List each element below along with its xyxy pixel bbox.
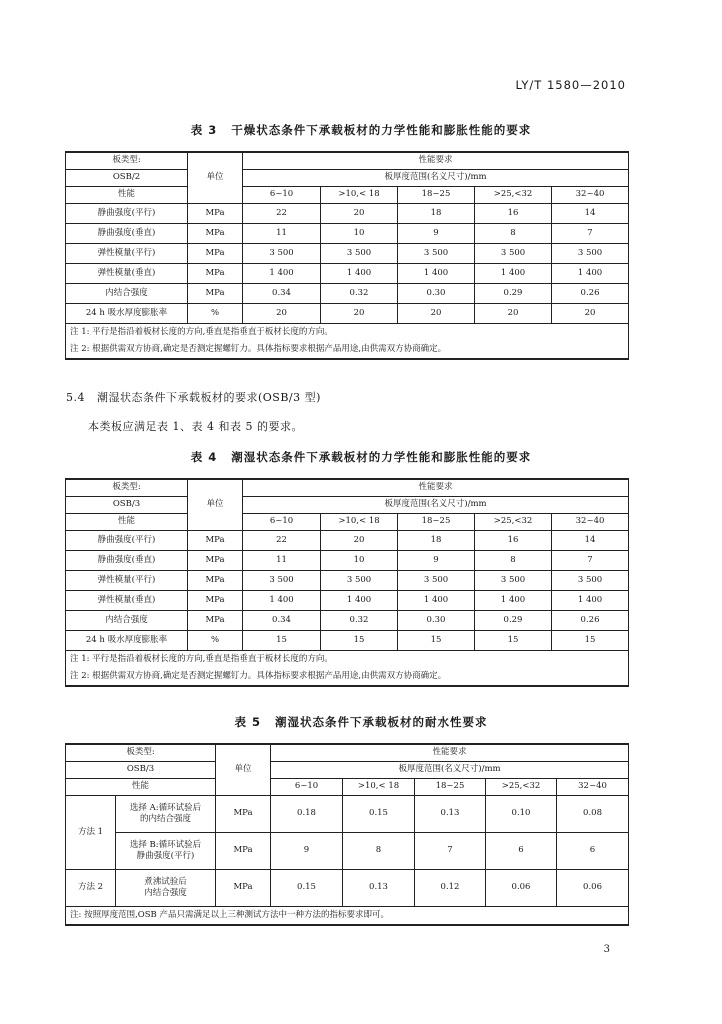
unit: MPa [188, 531, 243, 551]
table4-caption [0, 449, 722, 465]
value: 3 500 [475, 571, 552, 591]
table4-type-cell: 板类型: [66, 479, 188, 497]
unit: MPa [188, 591, 243, 611]
value: 7 [552, 224, 629, 244]
table-row [66, 611, 629, 631]
value: 15 [321, 631, 398, 651]
table3-range-3: 18~25 [398, 187, 475, 204]
table3-note-2: 注 2: 根据供需双方协商,确定是否测定握螺钉力。具体指标要求根据产品用途,由供需双方协商确定。 [66, 341, 629, 359]
prop-name: 弹性模量(垂直) [66, 591, 188, 611]
table-row [66, 244, 629, 264]
table3 [65, 151, 629, 360]
table5-type-value: OSB/3 [66, 762, 216, 779]
value: 15 [243, 631, 321, 651]
table3-range-5: 32~40 [552, 187, 629, 204]
value: 0.10 [486, 796, 557, 833]
value: 3 500 [398, 244, 475, 264]
table3-caption-number: 表 3 [190, 123, 218, 137]
value: 22 [243, 204, 321, 224]
value: 1 400 [321, 264, 398, 284]
value: 0.34 [243, 284, 321, 304]
unit: MPa [188, 571, 243, 591]
value: 3 500 [243, 571, 321, 591]
standard-code: LY/T 1580—2010 [515, 78, 626, 92]
prop-name: 静曲强度(垂直) [66, 551, 188, 571]
value: 3 500 [552, 571, 629, 591]
prop-name: 弹性模量(垂直) [66, 264, 188, 284]
table4-note-1: 注 1: 平行是指沿着板材长度的方向,垂直是指垂直于板材长度的方向。 [66, 651, 629, 669]
value: 10 [321, 551, 398, 571]
value: 14 [552, 531, 629, 551]
prop-name: 选择 A:循环试验后 的内结合强度 [116, 796, 216, 833]
table3-unit-header: 单位 [188, 152, 243, 204]
value: 20 [321, 531, 398, 551]
page-number: 3 [603, 944, 610, 955]
table-row [66, 796, 629, 833]
prop-name: 弹性模量(平行) [66, 571, 188, 591]
unit: MPa [188, 244, 243, 264]
prop-name: 弹性模量(平行) [66, 244, 188, 264]
unit: MPa [188, 264, 243, 284]
value: 1 400 [552, 264, 629, 284]
prop-name: 选择 B:循环试验后 静曲强度(平行) [116, 833, 216, 870]
table3-range-4: >25,<32 [475, 187, 552, 204]
table5-caption-number: 表 5 [234, 715, 261, 729]
value: 0.08 [557, 796, 629, 833]
table5-range-2: >10,< 18 [343, 779, 415, 796]
prop-name: 内结合强度 [66, 611, 188, 631]
value: 11 [243, 224, 321, 244]
value: 7 [552, 551, 629, 571]
table5-caption [0, 714, 722, 730]
value: 0.34 [243, 611, 321, 631]
unit: MPa [188, 611, 243, 631]
table3-range-1: 6~10 [243, 187, 321, 204]
table3-thickness-header: 板厚度范围(名义尺寸)/mm [243, 170, 629, 187]
value: 3 500 [243, 244, 321, 264]
value: 0.15 [271, 870, 343, 907]
table4-unit-header: 单位 [188, 479, 243, 531]
table5-range-3: 18~25 [415, 779, 486, 796]
value: 0.26 [552, 611, 629, 631]
table5-perf-header: 性能要求 [271, 744, 629, 762]
prop-name: 静曲强度(平行) [66, 204, 188, 224]
value: 0.13 [415, 796, 486, 833]
table3-type-value: OSB/2 [66, 170, 188, 187]
table4-range-1: 6~10 [243, 514, 321, 531]
section-heading [66, 389, 321, 405]
prop-name: 煮沸试验后 内结合强度 [116, 870, 216, 907]
value: 20 [398, 304, 475, 324]
value: 1 400 [398, 591, 475, 611]
table3-caption-title: 干燥状态条件下承载板材的力学性能和膨胀性能的要求 [231, 123, 532, 137]
value: 3 500 [398, 571, 475, 591]
unit: % [188, 304, 243, 324]
table5-prop-header: 性能 [66, 779, 216, 796]
value: 1 400 [243, 591, 321, 611]
value: 20 [321, 304, 398, 324]
table4-caption-number: 表 4 [190, 450, 218, 464]
section-body: 本类板应满足表 1、表 4 和表 5 的要求。 [88, 420, 303, 433]
prop-name: 静曲强度(平行) [66, 531, 188, 551]
section-number: 5.4 [66, 391, 85, 404]
table4-prop-header: 性能 [66, 514, 188, 531]
value: 1 400 [552, 591, 629, 611]
value: 6 [557, 833, 629, 870]
table5-thickness-header: 板厚度范围(名义尺寸)/mm [271, 762, 629, 779]
table-row [66, 284, 629, 304]
value: 6 [486, 833, 557, 870]
table5-caption-title: 潮湿状态条件下承载板材的耐水性要求 [275, 715, 488, 729]
value: 9 [398, 224, 475, 244]
unit: MPa [188, 284, 243, 304]
table4-type-value: OSB/3 [66, 497, 188, 514]
value: 11 [243, 551, 321, 571]
table-row [66, 551, 629, 571]
table5-type-cell: 板类型: [66, 744, 216, 762]
unit: % [188, 631, 243, 651]
value: 3 500 [552, 244, 629, 264]
table-row [66, 833, 629, 870]
table3-range-2: >10,< 18 [321, 187, 398, 204]
value: 0.18 [271, 796, 343, 833]
value: 0.32 [321, 611, 398, 631]
value: 3 500 [475, 244, 552, 264]
table4-range-3: 18~25 [398, 514, 475, 531]
value: 18 [398, 531, 475, 551]
table-row [66, 870, 629, 907]
value: 1 400 [475, 591, 552, 611]
table-row [66, 631, 629, 651]
table-row [66, 591, 629, 611]
value: 8 [475, 551, 552, 571]
value: 1 400 [321, 591, 398, 611]
value: 0.29 [475, 611, 552, 631]
table5-range-1: 6~10 [271, 779, 343, 796]
table4-range-5: 32~40 [552, 514, 629, 531]
value: 0.26 [552, 284, 629, 304]
value: 20 [321, 204, 398, 224]
section-title: 潮湿状态条件下承载板材的要求(OSB/3 型) [97, 391, 321, 404]
prop-name: 24 h 吸水厚度膨胀率 [66, 631, 188, 651]
unit: MPa [216, 870, 271, 907]
prop-name: 静曲强度(垂直) [66, 224, 188, 244]
value: 0.29 [475, 284, 552, 304]
table3-type-cell: 板类型: [66, 152, 188, 170]
table5-unit-header: 单位 [216, 744, 271, 796]
value: 0.30 [398, 284, 475, 304]
value: 18 [398, 204, 475, 224]
table4-thickness-header: 板厚度范围(名义尺寸)/mm [243, 497, 629, 514]
table3-note-1: 注 1: 平行是指沿着板材长度的方向,垂直是指垂直于板材长度的方向。 [66, 324, 629, 342]
unit: MPa [188, 224, 243, 244]
value: 3 500 [321, 244, 398, 264]
table4 [65, 478, 629, 687]
value: 0.13 [343, 870, 415, 907]
table4-perf-header: 性能要求 [243, 479, 629, 497]
value: 1 400 [398, 264, 475, 284]
value: 20 [243, 304, 321, 324]
value: 0.06 [557, 870, 629, 907]
value: 10 [321, 224, 398, 244]
table4-range-2: >10,< 18 [321, 514, 398, 531]
unit: MPa [216, 833, 271, 870]
value: 0.15 [343, 796, 415, 833]
table5-note: 注: 按照厚度范围,OSB 产品只需满足以上三种测试方法中一种方法的指标要求即可。 [66, 907, 629, 926]
table4-caption-title: 潮湿状态条件下承载板材的力学性能和膨胀性能的要求 [231, 450, 532, 464]
table-row [66, 531, 629, 551]
value: 1 400 [243, 264, 321, 284]
table-row [66, 204, 629, 224]
value: 0.06 [486, 870, 557, 907]
table4-range-4: >25,<32 [475, 514, 552, 531]
value: 1 400 [475, 264, 552, 284]
value: 20 [552, 304, 629, 324]
table5-method-2: 方法 2 [66, 870, 116, 907]
prop-name: 内结合强度 [66, 284, 188, 304]
table4-note-2: 注 2: 根据供需双方协商,确定是否测定握螺钉力。具体指标要求根据产品用途,由供需双方协商确定。 [66, 668, 629, 686]
table5-range-4: >25,<32 [486, 779, 557, 796]
unit: MPa [188, 551, 243, 571]
value: 16 [475, 204, 552, 224]
value: 22 [243, 531, 321, 551]
value: 14 [552, 204, 629, 224]
value: 7 [415, 833, 486, 870]
value: 0.12 [415, 870, 486, 907]
unit: MPa [188, 204, 243, 224]
value: 16 [475, 531, 552, 551]
table-row [66, 571, 629, 591]
value: 9 [271, 833, 343, 870]
value: 3 500 [321, 571, 398, 591]
prop-name: 24 h 吸水厚度膨胀率 [66, 304, 188, 324]
table-row [66, 264, 629, 284]
table5-method-1: 方法 1 [66, 796, 116, 870]
value: 15 [475, 631, 552, 651]
value: 20 [475, 304, 552, 324]
table5 [65, 743, 629, 926]
table3-prop-header: 性能 [66, 187, 188, 204]
value: 9 [398, 551, 475, 571]
table3-perf-header: 性能要求 [243, 152, 629, 170]
value: 8 [475, 224, 552, 244]
value: 0.32 [321, 284, 398, 304]
table5-range-5: 32~40 [557, 779, 629, 796]
table-row [66, 224, 629, 244]
value: 15 [552, 631, 629, 651]
value: 0.30 [398, 611, 475, 631]
value: 8 [343, 833, 415, 870]
table3-caption [0, 122, 722, 138]
table-row [66, 304, 629, 324]
unit: MPa [216, 796, 271, 833]
value: 15 [398, 631, 475, 651]
